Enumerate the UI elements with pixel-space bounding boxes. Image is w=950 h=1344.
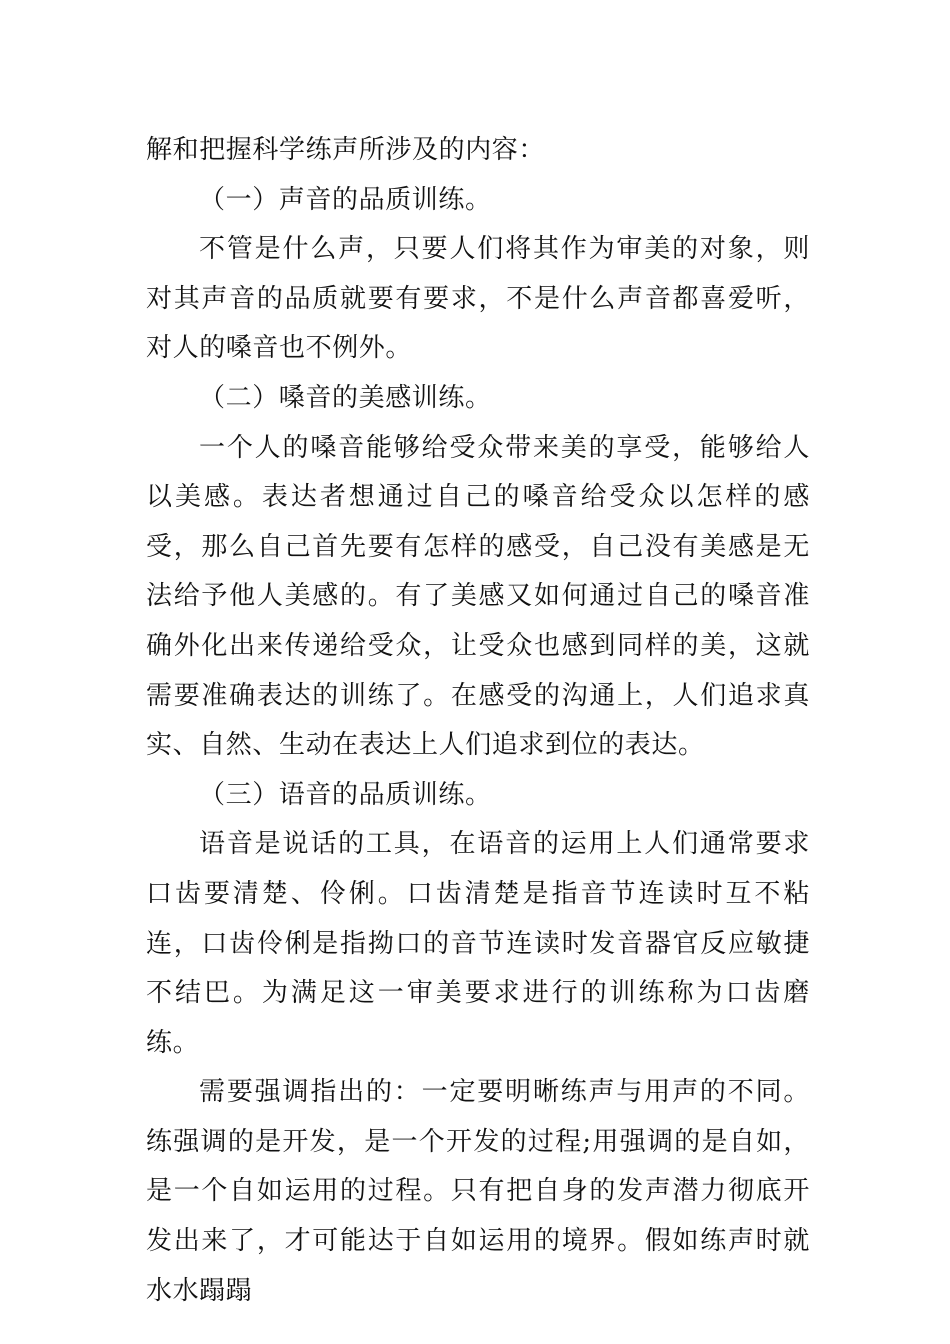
document-body bbox=[146, 126, 810, 1316]
paragraph-continuation: 解和把握科学练声所涉及的内容： bbox=[146, 135, 546, 165]
section-heading-voice-quality: （一）声音的品质训练。 bbox=[199, 184, 492, 215]
paragraph-speech-quality: 语音是说话的工具，在语音的运用上人们通常要求口齿要清楚、伶俐。口齿清楚是指音节连读时互不粘连，口齿伶俐是指拗口的音节连读时发音器官反应敏捷不结巴。为满足这一审美要求进行的训练称为口齿磨练。 bbox=[146, 829, 810, 1058]
paragraph-practice-vs-use: 需要强调指出的：一定要明晰练声与用声的不同。练强调的是开发，是一个开发的过程;用强调的是自如，是一个自如运用的过程。只有把自身的发声潜力彻底开发出来了，才可能达于自如运用的境界。假如练声时就水水蹋蹋 bbox=[146, 1077, 810, 1306]
paragraph-voice-aesthetics: 一个人的嗓音能够给受众带来美的享受，能够给人以美感。表达者想通过自己的嗓音给受众以怎样的感受，那么自己首先要有怎样的感受，自己没有美感是无法给予他人美感的。有了美感又如何通过自己的嗓音准确外化出来传递给受众，让受众也感到同样的美，这就需要准确表达的训练了。在感受的沟通上，人们追求真实、自然、生动在表达上人们追求到位的表达。 bbox=[146, 432, 810, 761]
section-heading-speech-quality: （三）语音的品质训练。 bbox=[199, 779, 492, 810]
paragraph-voice-quality: 不管是什么声，只要人们将其作为审美的对象，则对其声音的品质就要有要求，不是什么声音都喜爱听，对人的嗓音也不例外。 bbox=[146, 234, 810, 364]
section-heading-voice-aesthetics: （二）嗓音的美感训练。 bbox=[199, 382, 492, 413]
